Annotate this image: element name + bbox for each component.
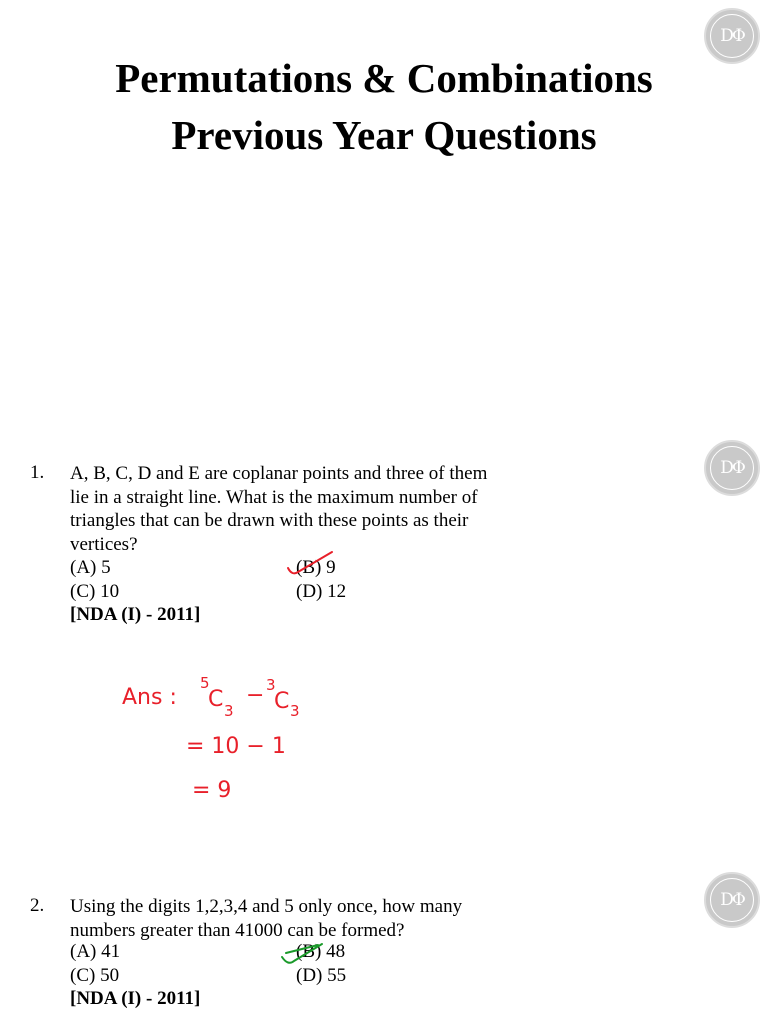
exam-source: [NDA (I) - 2011] bbox=[70, 988, 201, 1009]
option-c: (C) 50 bbox=[70, 965, 120, 986]
page-title-line2: Previous Year Questions bbox=[171, 112, 597, 158]
question-text: A, B, C, D and E are coplanar points and three of them lie in a straight line. What is the maximum number of triangles that can be drawn with these points as their vertices? bbox=[70, 463, 488, 555]
logo-text: DΦ bbox=[710, 446, 754, 490]
option-d: (D) 55 bbox=[296, 965, 347, 986]
option-a: (A) 41 bbox=[70, 941, 121, 962]
combination-2-base: C bbox=[274, 689, 290, 714]
option-d: (D) 12 bbox=[296, 581, 347, 602]
answer-step-2: = 10 − 1 bbox=[186, 734, 286, 759]
minus-sign: − bbox=[246, 683, 265, 708]
page-title-line1: Permutations & Combinations bbox=[115, 55, 653, 101]
combination-1-sup: 5 bbox=[200, 674, 210, 692]
question-number: 1. bbox=[30, 462, 45, 483]
combination-2-sup: 3 bbox=[266, 676, 276, 694]
combination-1-base: C bbox=[208, 687, 224, 712]
logo-text: DΦ bbox=[710, 878, 754, 922]
option-a: (A) 5 bbox=[70, 557, 111, 578]
question-text: Using the digits 1,2,3,4 and 5 only once, how many numbers greater than 41000 can be formed? bbox=[70, 896, 463, 941]
answer-label: Ans : bbox=[122, 685, 177, 710]
green-check-mark-icon bbox=[282, 944, 322, 963]
question-number: 2. bbox=[30, 895, 45, 916]
logo-text: DΦ bbox=[710, 14, 754, 58]
option-b: (B) 48 bbox=[296, 941, 346, 962]
exam-source: [NDA (I) - 2011] bbox=[70, 604, 201, 625]
option-c: (C) 10 bbox=[70, 581, 120, 602]
combination-2-sub: 3 bbox=[290, 702, 300, 720]
red-check-mark-icon bbox=[288, 552, 332, 573]
answer-step-3: = 9 bbox=[192, 778, 232, 803]
combination-1-sub: 3 bbox=[224, 702, 234, 720]
option-b: (B) 9 bbox=[296, 557, 336, 578]
